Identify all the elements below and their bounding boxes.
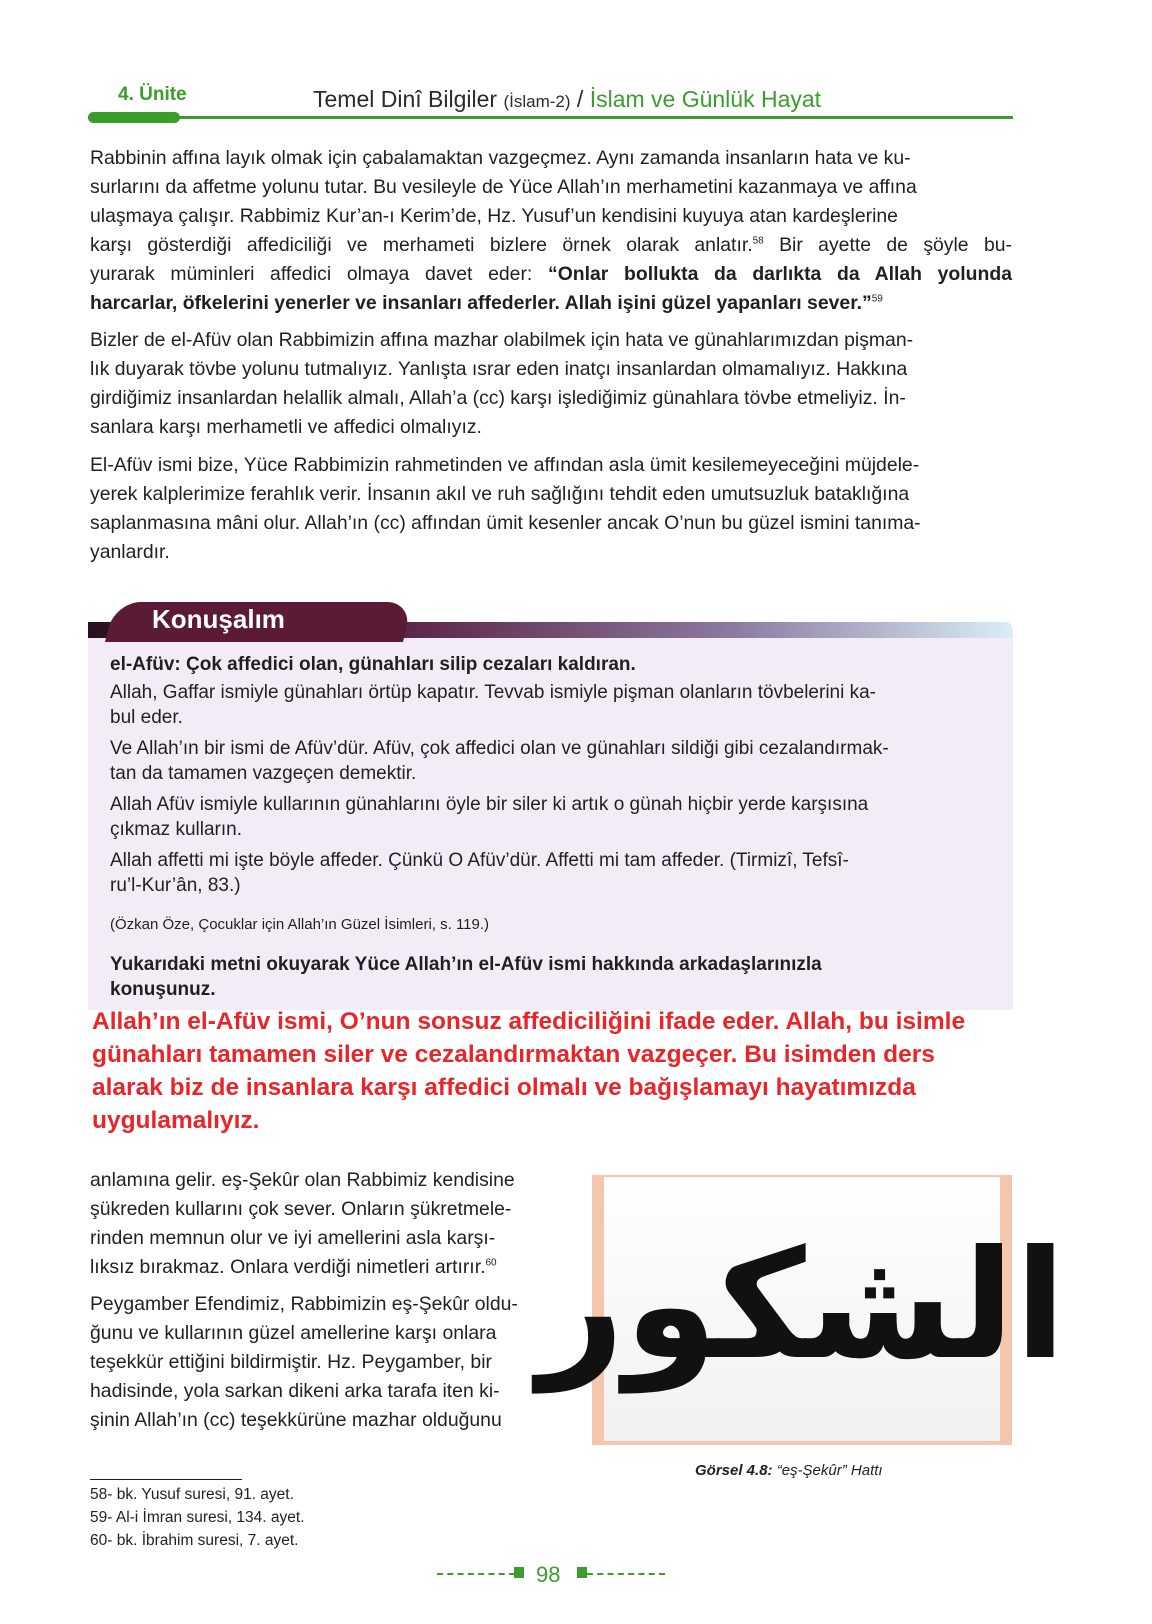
text-line: surlarını da affetme yolunu tutar. Bu vesileyle de Yüce Allah’ın merhametini kazanmaya ve affına: [90, 176, 917, 198]
paragraph-3: [90, 451, 1012, 567]
paragraph-1: [90, 144, 1012, 318]
header-title-sub: (İslam-2): [503, 92, 571, 111]
text-line: anlamına gelir. eş-Şekûr olan Rabbimiz kendisine: [90, 1169, 515, 1191]
answer-text: [92, 1005, 1027, 1137]
konusalim-item: [110, 792, 992, 842]
konusalim-task: [110, 952, 992, 1002]
text-line: saplanmasına mâni olur. Allah’ın (cc) affından ümit kesenler ancak O’nun bu güzel ismini tanıma-: [90, 512, 921, 534]
konusalim-definition: el-Afüv: Çok affedici olan, günahları silip cezaları kaldıran.: [110, 654, 636, 675]
quote-text: harcarlar, öfkelerini yenerler ve insanları affederler. Allah işini güzel yapanları sever.”: [90, 292, 872, 314]
text-line: Bizler de el-Afüv olan Rabbimizin affına mazhar olabilmek için hata ve günahlarımızdan pişman-: [90, 329, 914, 351]
page-number-dash-right: [587, 1573, 665, 1575]
text-line: konuşunuz.: [110, 979, 216, 1000]
text-line: çıkmaz kulların.: [110, 819, 242, 840]
text-line: Allah affetti mi işte böyle affeder. Çünkü O Afüv’dür. Affetti mi tam affeder. (Tirmizî, Tefsî-: [110, 850, 849, 871]
header-title-main: Temel Dinî Bilgiler: [313, 86, 498, 112]
text-line: Yukarıdaki metni okuyarak Yüce Allah’ın el-Afüv ismi hakkında arkadaşlarınızla: [110, 954, 822, 975]
header-accent-pill: [88, 112, 180, 123]
page-number-marker-left: [514, 1567, 524, 1578]
page-number-marker-right: [577, 1567, 587, 1578]
text-span: lıksız bırakmaz. Onlara verdiği nimetleri artırır.: [90, 1256, 486, 1278]
text-line: Rabbinin affına layık olmak için çabalamaktan vazgeçmez. Aynı zamanda insanların hata ve ku-: [90, 147, 911, 169]
text-line: ulaşmaya çalışır. Rabbimiz Kur’an-ı Kerim’de, Hz. Yusuf’un kendisini kuyuya atan kardeşlerine: [90, 205, 898, 227]
column-paragraph-2: [90, 1290, 568, 1435]
header-rule: [88, 116, 1013, 119]
footnote-rule: [90, 1479, 242, 1480]
konusalim-source: (Özkan Öze, Çocuklar için Allah’ın Güzel İsimleri, s. 119.): [110, 916, 490, 933]
text-line: Ve Allah’ın bir ismi de Afüv’dür. Afüv, çok affedici olan ve günahları sildiği gibi cezalandırmak-: [110, 738, 889, 759]
text-span: Bir ayette de şöyle bu-: [779, 234, 1012, 256]
text-line: yerek kalplerimize ferahlık verir. İnsanın akıl ve ruh sağlığını tehdit eden umutsuzluk bataklığına: [90, 483, 910, 505]
konusalim-title: Konuşalım: [152, 604, 285, 634]
text-line: şinin Allah’ın (cc) teşekkürüne mazhar olduğunu: [90, 1409, 502, 1431]
quote-text: “Onlar bollukta da darlıkta da Allah yolunda: [548, 263, 1012, 285]
unit-label: 4. Ünite: [118, 84, 187, 105]
calligraphy-svg: [537, 1177, 1067, 1441]
figure-caption: [695, 1462, 883, 1479]
caption-text: “eş-Şekûr” Hattı: [776, 1462, 883, 1479]
text-line: [90, 289, 1012, 318]
text-line: El-Afüv ismi bize, Yüce Rabbimizin rahmetinden ve affından asla ümit kesilemeyeceğini müjdele-: [90, 454, 920, 476]
text-line: [90, 260, 1012, 289]
footnote-58: 58- bk. Yusuf suresi, 91. ayet.: [90, 1486, 294, 1503]
text-line: rinden memnun olur ve iyi amellerini asla karşı-: [90, 1227, 496, 1249]
footnote-ref-59: 59: [871, 293, 883, 305]
text-line: yanlardır.: [90, 541, 170, 563]
answer-line: günahları tamamen siler ve cezalandırmaktan vazgeçer. Bu isimden ders: [92, 1041, 935, 1068]
konusalim-item: [110, 848, 992, 898]
text-line: ğunu ve kullarının güzel amellerine karşı onlara: [90, 1322, 497, 1344]
text-span: yurarak müminleri affedici olmaya davet eder:: [90, 263, 533, 285]
answer-line: alarak biz de insanlara karşı affedici olmalı ve bağışlamayı hayatımızda: [92, 1074, 916, 1101]
text-line: [90, 231, 1012, 260]
text-line: girdiğimiz insanlardan helallik almalı, Allah’a (cc) karşı işlediğimiz günahlara tövbe etmeliyiz. İn-: [90, 387, 906, 409]
text-line: Allah Afüv ismiyle kullarının günahlarını öyle bir siler ki artık o günah hiçbir yerde karşısına: [110, 794, 869, 815]
calligraphy-image: [537, 1177, 1067, 1441]
header-section: İslam ve Günlük Hayat: [589, 86, 822, 112]
page-number-dash-left: [437, 1573, 515, 1575]
text-line: lık duyarak tövbe yolunu tutmalıyız. Yanlışta ısrar eden inatçı insanlardan olmamalıyız. Hakkına: [90, 358, 908, 380]
calligraphy-text: الشكور: [537, 1219, 1067, 1393]
text-line: [90, 1253, 568, 1282]
column-paragraph-1: [90, 1166, 568, 1282]
footnote-60: 60- bk. İbrahim suresi, 7. ayet.: [90, 1532, 299, 1549]
footnote-ref-58: 58: [752, 235, 764, 247]
header-separator: /: [576, 86, 584, 112]
text-line: bul eder.: [110, 707, 183, 728]
footnote-59: 59- Al-i İmran suresi, 134. ayet.: [90, 1509, 305, 1526]
page-number: 98: [536, 1562, 561, 1587]
answer-line: uygulamalıyız.: [92, 1107, 260, 1134]
text-line: Peygamber Efendimiz, Rabbimizin eş-Şekûr oldu-: [90, 1293, 518, 1315]
text-line: tan da tamamen vazgeçen demektir.: [110, 763, 417, 784]
answer-line: Allah’ın el-Afüv ismi, O’nun sonsuz affediciliğini ifade eder. Allah, bu isimle: [92, 1008, 966, 1035]
text-line: Allah, Gaffar ismiyle günahları örtüp kapatır. Tevvab ismiyle pişman olanların tövbelerini ka-: [110, 682, 877, 703]
konusalim-item: [110, 680, 992, 730]
text-line: ru’l-Kur’ân, 83.): [110, 875, 241, 896]
text-line: teşekkür ettiğini bildirmiştir. Hz. Peygamber, bir: [90, 1351, 492, 1373]
text-span: karşı gösterdiği affediciliği ve merhameti bizlere örnek olarak anlatır.: [90, 234, 753, 256]
paragraph-2: [90, 326, 1012, 442]
text-line: hadisinde, yola sarkan dikeni arka tarafa iten ki-: [90, 1380, 500, 1402]
footnote-ref-60: 60: [485, 1257, 497, 1269]
caption-label: Görsel 4.8:: [695, 1462, 773, 1479]
konusalim-item: [110, 736, 992, 786]
page-header-title: [313, 86, 821, 113]
text-line: sanlara karşı merhametli ve affedici olmalıyız.: [90, 416, 482, 438]
text-line: şükreden kullarını çok sever. Onların şükretmele-: [90, 1198, 512, 1220]
